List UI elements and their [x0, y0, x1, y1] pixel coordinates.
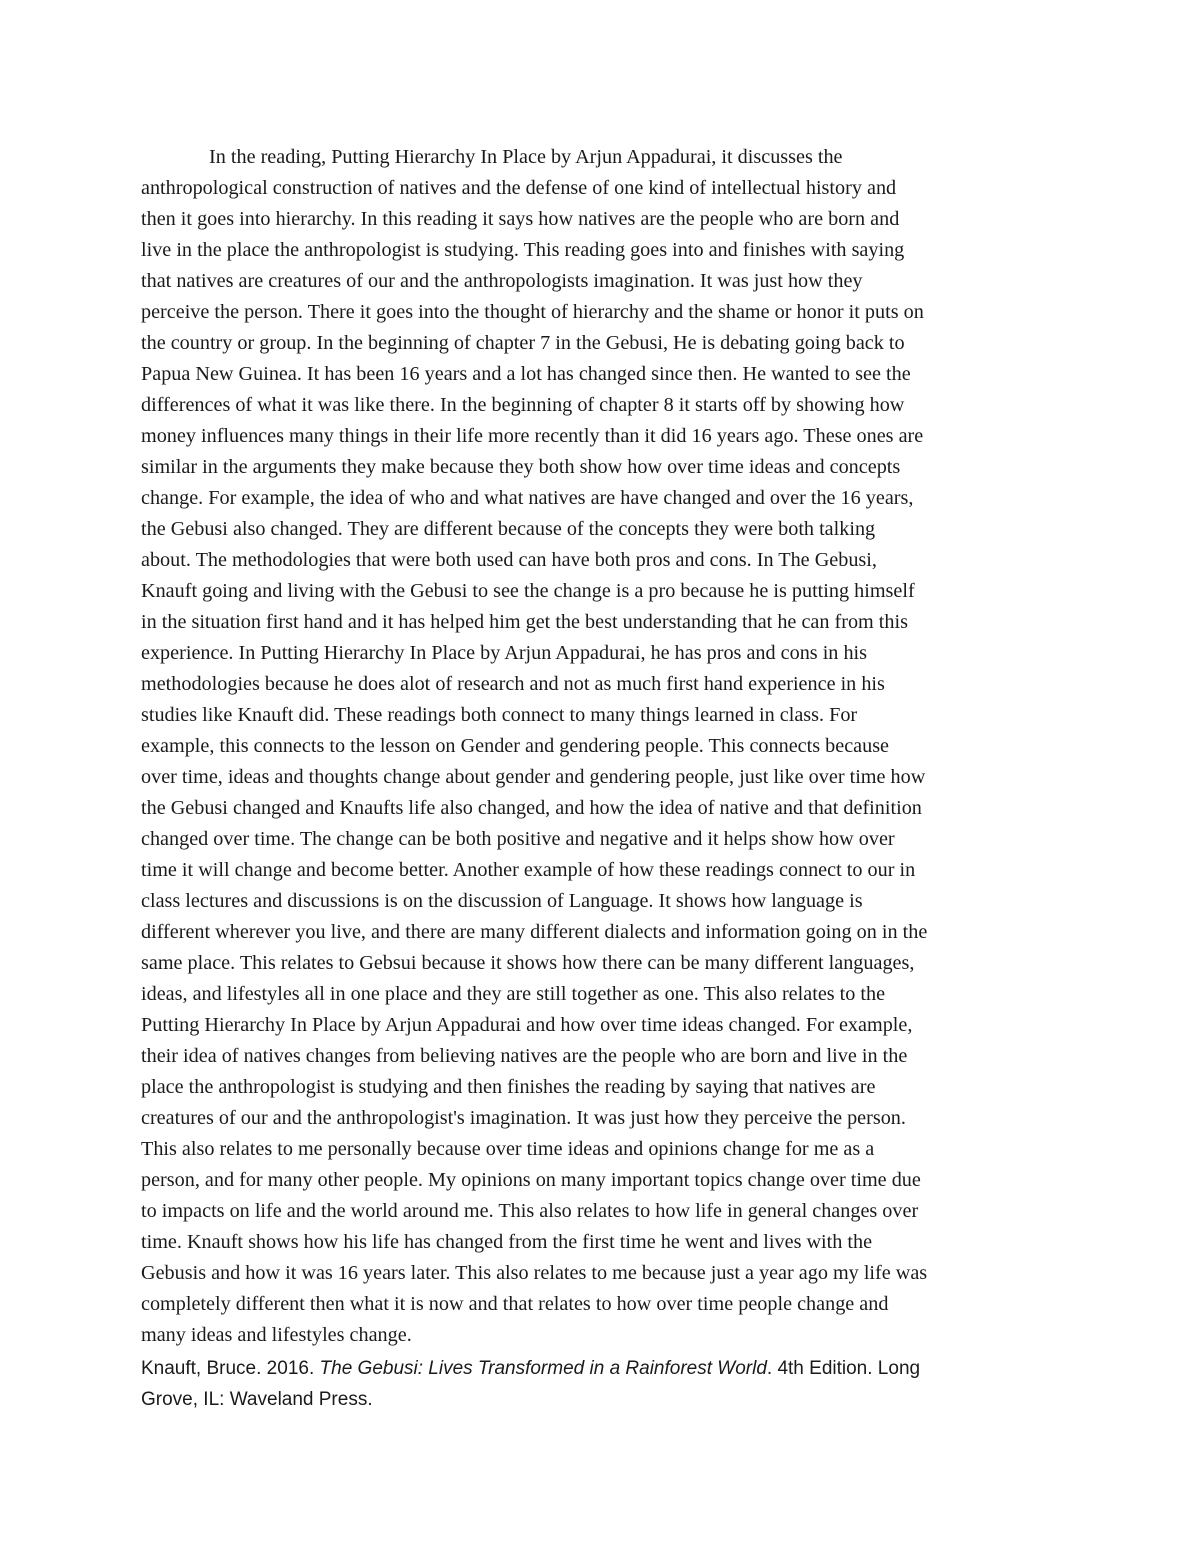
essay-line: Knauft going and living with the Gebusi to see the change is a pro because he is putting himself [141, 580, 915, 602]
essay-line: money influences many things in their life more recently than it did 16 years ago. These ones are [141, 425, 924, 447]
essay-body [141, 142, 1071, 1351]
essay-line: methodologies because he does alot of research and not as much first hand experience in his [141, 673, 885, 695]
essay-line: experience. In Putting Hierarchy In Place by Arjun Appadurai, he has pros and cons in his [141, 642, 867, 664]
essay-line: the country or group. In the beginning of chapter 7 in the Gebusi, He is debating going back to [141, 332, 905, 354]
essay-line: change. For example, the idea of who and what natives are have changed and over the 16 years, [141, 487, 914, 509]
essay-line: studies like Knauft did. These readings both connect to many things learned in class. For [141, 704, 858, 726]
essay-line: class lectures and discussions is on the discussion of Language. It shows how language is [141, 890, 863, 912]
essay-line: changed over time. The change can be both positive and negative and it helps show how over [141, 828, 895, 850]
essay-line: that natives are creatures of our and the anthropologists imagination. It was just how they [141, 270, 863, 292]
essay-line: the Gebusi also changed. They are different because of the concepts they were both talking [141, 518, 876, 540]
essay-line: anthropological construction of natives and the defense of one kind of intellectual history and [141, 177, 897, 199]
citation-author-year: Knauft, Bruce. 2016. [141, 1358, 320, 1379]
essay-line: completely different then what it is now and that relates to how over time people change and [141, 1293, 889, 1315]
essay-line: ideas, and lifestyles all in one place and they are still together as one. This also relates to the [141, 983, 886, 1005]
essay-line: Papua New Guinea. It has been 16 years and a lot has changed since then. He wanted to see the [141, 363, 911, 385]
essay-line: Putting Hierarchy In Place by Arjun Appadurai and how over time ideas changed. For example, [141, 1014, 913, 1036]
citation [141, 1353, 1071, 1415]
essay-line: creatures of our and the anthropologist's imagination. It was just how they perceive the person. [141, 1107, 906, 1129]
essay-line: to impacts on life and the world around me. This also relates to how life in general changes over [141, 1200, 919, 1222]
essay-line: then it goes into hierarchy. In this reading it says how natives are the people who are born and [141, 208, 900, 230]
essay-line: same place. This relates to Gebsui because it shows how there can be many different languages, [141, 952, 915, 974]
essay-line: This also relates to me personally because over time ideas and opinions change for me as a [141, 1138, 875, 1160]
essay-line: the Gebusi changed and Knaufts life also changed, and how the idea of native and that definition [141, 797, 922, 819]
essay-line: person, and for many other people. My opinions on many important topics change over time due [141, 1169, 921, 1191]
essay-line: over time, ideas and thoughts change about gender and gendering people, just like over time how [141, 766, 926, 788]
essay-line: Gebusis and how it was 16 years later. This also relates to me because just a year ago my life was [141, 1262, 928, 1284]
citation-line-2: Grove, IL: Waveland Press. [141, 1389, 373, 1410]
essay-line: their idea of natives changes from believing natives are the people who are born and live in the [141, 1045, 908, 1067]
essay-line: about. The methodologies that were both used can have both pros and cons. In The Gebusi, [141, 549, 877, 571]
citation-title: The Gebusi: Lives Transformed in a Rainforest World [319, 1358, 767, 1379]
essay-line: differences of what it was like there. In the beginning of chapter 8 it starts off by showing how [141, 394, 905, 416]
essay-line: time it will change and become better. Another example of how these readings connect to our in [141, 859, 916, 881]
essay-line: perceive the person. There it goes into the thought of hierarchy and the shame or honor it puts on [141, 301, 924, 323]
essay-line: place the anthropologist is studying and then finishes the reading by saying that natives are [141, 1076, 876, 1098]
citation-line-1 [141, 1353, 1071, 1384]
essay-line: many ideas and lifestyles change. [141, 1324, 412, 1346]
citation-edition: . 4th Edition. Long [766, 1358, 921, 1379]
essay-line: live in the place the anthropologist is studying. This reading goes into and finishes with saying [141, 239, 905, 261]
essay-line: In the reading, Putting Hierarchy In Place by Arjun Appadurai, it discusses the [209, 146, 843, 168]
essay-line: example, this connects to the lesson on Gender and gendering people. This connects because [141, 735, 890, 757]
essay-line: time. Knauft shows how his life has changed from the first time he went and lives with the [141, 1231, 873, 1253]
essay-line: different wherever you live, and there are many different dialects and information going on in the [141, 921, 928, 943]
essay-line: similar in the arguments they make because they both show how over time ideas and concepts [141, 456, 901, 478]
essay-line: in the situation first hand and it has helped him get the best understanding that he can from this [141, 611, 908, 633]
